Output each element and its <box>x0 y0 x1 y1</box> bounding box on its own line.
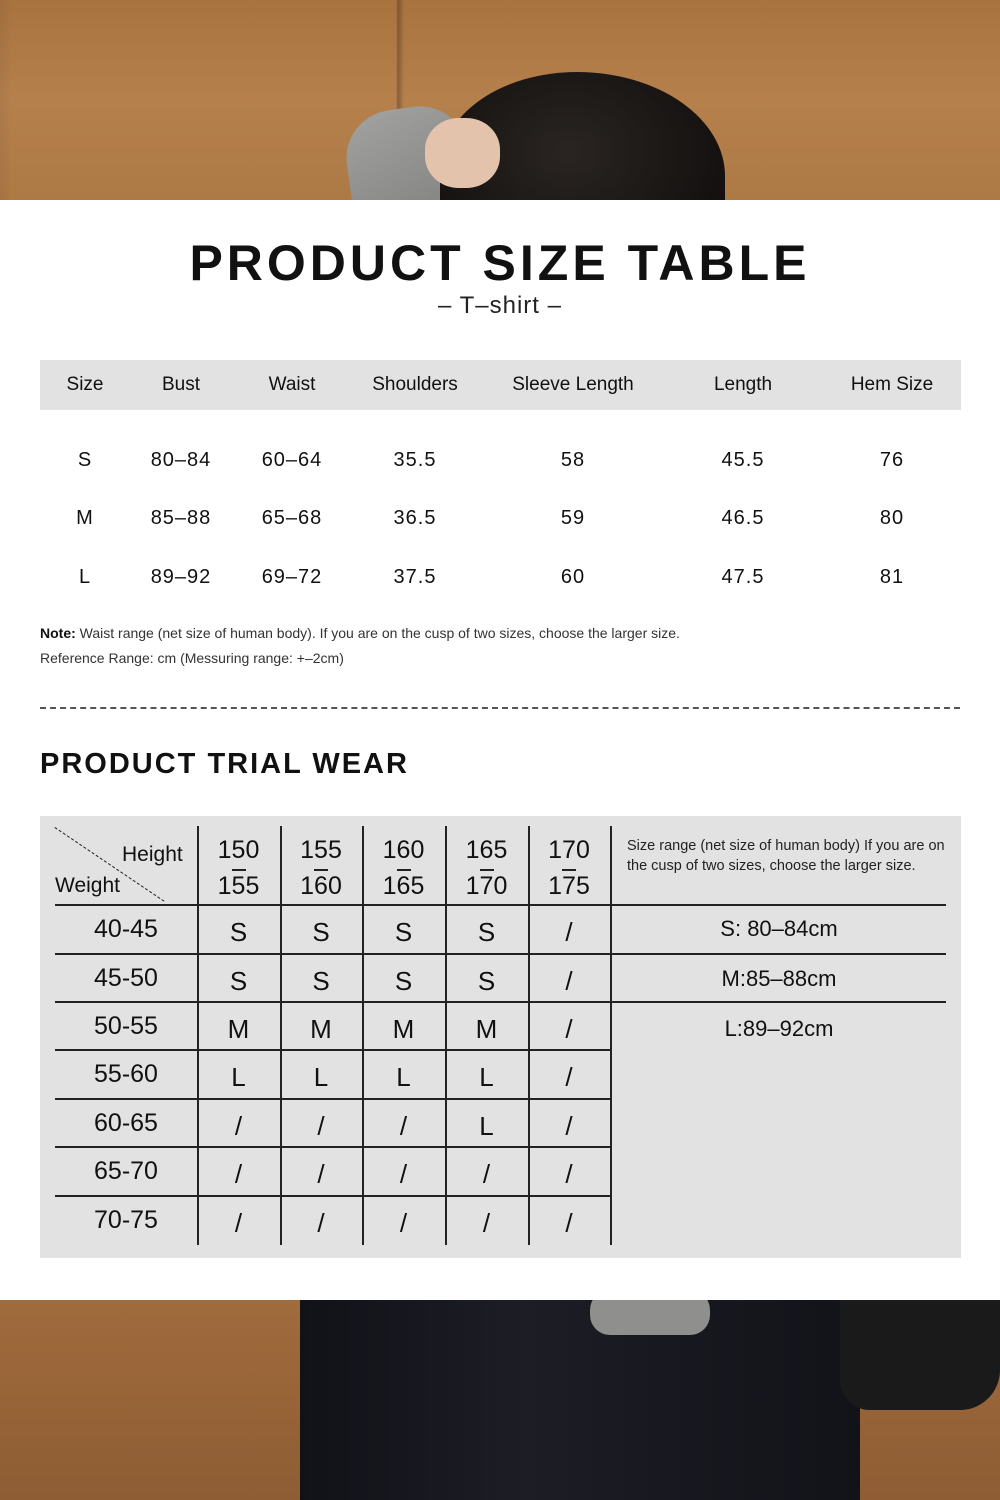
recommended-size: S <box>312 966 330 996</box>
recommended-size: L <box>313 1062 329 1092</box>
size-table-cell: L <box>78 566 92 588</box>
recommended-size: / <box>234 1111 243 1141</box>
weight-range: 65-70 <box>94 1157 158 1185</box>
trial-wear-title: PRODUCT TRIAL WEAR <box>40 748 409 780</box>
grid-hline <box>55 1098 610 1100</box>
size-table-cell: 80 <box>879 507 905 529</box>
black-bag <box>840 1300 1000 1410</box>
size-table-cell: 35.5 <box>393 449 437 471</box>
recommended-size: / <box>234 1159 243 1189</box>
size-table-header <box>40 360 961 410</box>
grid-hline <box>55 1146 610 1148</box>
height-range-top: 165 <box>465 836 508 864</box>
size-table-cell: 58 <box>560 449 586 471</box>
size-col-header: Bust <box>161 374 201 395</box>
height-range-bottom: 155 <box>217 872 260 900</box>
recommended-size: / <box>565 1208 573 1238</box>
weight-range: 40-45 <box>94 915 158 943</box>
recommended-size: M <box>475 1014 498 1044</box>
size-table-cell: 89–92 <box>150 566 212 588</box>
size-col-header: Waist <box>268 374 316 395</box>
size-table-cell: S <box>77 449 93 471</box>
recommended-size: M <box>392 1014 415 1044</box>
size-table-cell: 60–64 <box>261 449 323 471</box>
recommended-size: / <box>482 1159 491 1189</box>
recommended-size: S <box>312 917 330 947</box>
recommended-size: L <box>396 1062 411 1092</box>
size-range-value: S: 80–84cm <box>720 916 838 941</box>
recommended-size: / <box>234 1208 243 1238</box>
height-range-bottom: 165 <box>382 872 425 900</box>
recommended-size: / <box>317 1111 325 1141</box>
grid-hline <box>55 953 946 955</box>
recommended-size: / <box>565 1111 573 1141</box>
size-table-cell: 36.5 <box>393 507 437 529</box>
page-title: PRODUCT SIZE TABLE <box>189 235 811 291</box>
recommended-size: / <box>482 1208 491 1238</box>
recommended-size: / <box>399 1159 408 1189</box>
weight-range: 45-50 <box>94 964 158 992</box>
size-table-cell: M <box>76 507 94 529</box>
background-photo-top <box>0 0 1000 200</box>
background-photo-bottom <box>0 1300 1000 1500</box>
grid-hline <box>55 1049 610 1051</box>
height-range-bottom: 170 <box>465 872 508 900</box>
recommended-size: / <box>565 917 573 947</box>
dark-jeans <box>300 1300 860 1500</box>
size-range-note: Size range (net size of human body) If you are on the cusp of two sizes, choose the larger size. <box>627 838 945 874</box>
grey-sleeve-bottom <box>590 1300 710 1335</box>
reference-range: Reference Range: cm (Messuring range: +–2cm) <box>40 650 344 666</box>
recommended-size: S <box>394 917 413 947</box>
recommended-size: / <box>565 1014 573 1044</box>
recommended-size: S <box>229 966 248 996</box>
height-range-top: 155 <box>300 836 342 864</box>
grid-hline <box>55 1001 946 1003</box>
page-subtitle: – T–shirt – <box>438 292 562 319</box>
size-table-cell: 47.5 <box>721 566 765 588</box>
recommended-size: S <box>394 966 413 996</box>
note-line <box>40 625 680 641</box>
size-table-cell: 69–72 <box>261 566 323 588</box>
size-table-cell: 46.5 <box>721 507 765 529</box>
size-table-cell: 59 <box>560 507 586 529</box>
recommended-size: M <box>310 1014 332 1044</box>
size-table-cell: 80–84 <box>150 449 212 471</box>
size-table-cell: 45.5 <box>721 449 765 471</box>
recommended-size: / <box>565 1062 573 1092</box>
size-range-value: L:89–92cm <box>724 1016 834 1041</box>
recommended-size: M <box>227 1014 250 1044</box>
weight-range: 70-75 <box>94 1206 158 1234</box>
weight-range: 60-65 <box>94 1109 158 1137</box>
size-table-cell: 76 <box>879 449 905 471</box>
recommended-size: S <box>477 966 496 996</box>
height-range-bottom: 175 <box>548 872 590 900</box>
size-col-header: Length <box>713 374 773 395</box>
hand <box>425 118 500 188</box>
recommended-size: L <box>479 1062 494 1092</box>
recommended-size: L <box>231 1062 246 1092</box>
recommended-size: / <box>565 1159 573 1189</box>
recommended-size: / <box>399 1208 408 1238</box>
height-range-top: 170 <box>548 836 590 864</box>
size-table-cell: 85–88 <box>150 507 212 529</box>
size-col-header: Hem Size <box>850 374 934 395</box>
size-table-cell: 60 <box>560 566 586 588</box>
height-range-top: 150 <box>217 836 260 864</box>
size-table-cell: 81 <box>879 566 905 588</box>
recommended-size: / <box>565 966 573 996</box>
recommended-size: / <box>317 1208 325 1238</box>
corner-weight-label: Weight <box>55 874 120 897</box>
recommended-size: S <box>477 917 496 947</box>
size-col-header: Sleeve Length <box>512 374 634 395</box>
size-table-cell: 37.5 <box>393 566 437 588</box>
recommended-size: / <box>399 1111 408 1141</box>
recommended-size: / <box>317 1159 325 1189</box>
weight-range: 55-60 <box>94 1060 158 1088</box>
height-range-bottom: 160 <box>300 872 342 900</box>
section-divider <box>40 707 960 709</box>
note-text: Waist range (net size of human body). If you are on the cusp of two sizes, choose the larger size. <box>75 625 680 641</box>
note-label: Note: <box>40 625 76 641</box>
size-range-value: M:85–88cm <box>721 966 837 991</box>
recommended-size: L <box>479 1111 494 1141</box>
recommended-size: S <box>229 917 248 947</box>
grid-hline <box>55 1195 610 1197</box>
weight-range: 50-55 <box>94 1012 158 1040</box>
height-range-top: 160 <box>382 836 425 864</box>
size-col-header: Size <box>66 374 104 395</box>
size-table-cell: 65–68 <box>261 507 323 529</box>
size-col-header: Shoulders <box>372 374 458 395</box>
corner-height-label: Height <box>122 843 183 866</box>
